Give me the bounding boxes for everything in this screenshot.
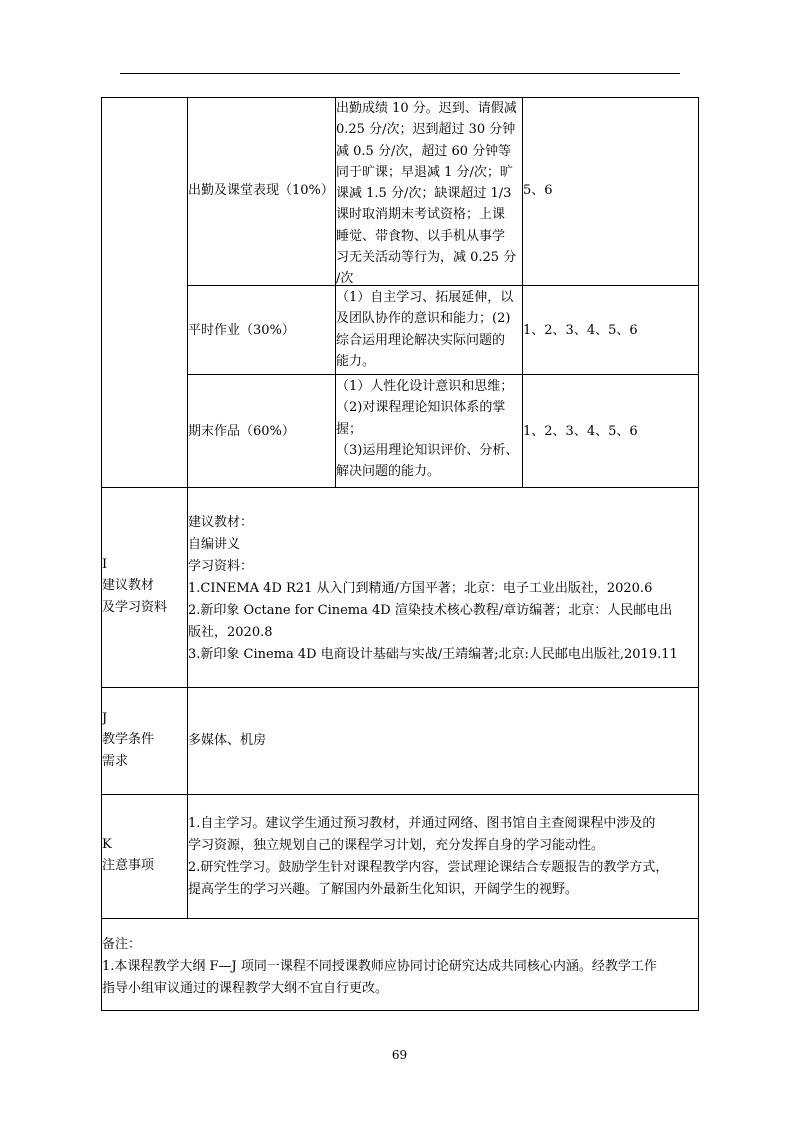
notes-content bbox=[188, 813, 668, 901]
criteria-line: 握； bbox=[336, 421, 363, 437]
section-label bbox=[102, 834, 154, 877]
section-title-line: 需求 bbox=[102, 753, 129, 769]
section-title-line: 建议教材 bbox=[102, 578, 155, 594]
criteria-line: 出勤成绩 10 分。迟到、请假减 bbox=[336, 101, 517, 116]
criteria-line: 减 0.5 分/次，超过 60 分钟等 bbox=[336, 143, 512, 159]
grid-line bbox=[187, 374, 699, 375]
criteria-line: 课时取消期末考试资格；上课 bbox=[336, 207, 506, 223]
grid-line bbox=[101, 794, 699, 795]
course-objectives: 5、6 bbox=[523, 183, 553, 198]
criteria-line: 解决问题的能力。 bbox=[336, 464, 441, 480]
header-rule bbox=[120, 73, 680, 74]
text-line: 提高学生的学习兴趣。了解国内外最新生化知识，开阔学生的视野。 bbox=[188, 882, 579, 897]
assessment-item: 平时作业（30%） bbox=[188, 323, 295, 338]
text-line: 1.本课程教学大纲 F—J 项同一课程不同授课教师应协同讨论研究达成共同核心内涵。经教学工作 bbox=[102, 959, 657, 974]
criteria-line: （1）人性化设计意识和思维； bbox=[336, 379, 514, 394]
section-label bbox=[102, 554, 167, 618]
remarks-title: 备注： bbox=[102, 937, 142, 952]
text-line: 建议教材： bbox=[188, 515, 254, 530]
section-label bbox=[102, 708, 154, 772]
grid-line bbox=[101, 687, 699, 688]
criteria-line: （1）自主学习、拓展延伸，以 bbox=[336, 290, 514, 305]
text-line: 2.新印象 Octane for Cinema 4D 渲染技术核心教程/章访编著；北京：人民邮电出 bbox=[188, 603, 673, 618]
assessment-criteria bbox=[336, 287, 513, 372]
text-line: 2.研究性学习。鼓励学生针对课程教学内容，尝试理论课结合专题报告的教学方式， bbox=[188, 860, 669, 875]
criteria-line: 睡觉、带食物、以手机从事学 bbox=[336, 228, 506, 244]
assessment-item: 出勤及课堂表现（10%） bbox=[188, 183, 334, 198]
text-line: 学习资料： bbox=[188, 559, 254, 574]
text-line: 1.CINEMA 4D R21 从入门到精通/方国平著；北京：电子工业出版社，2020.6 bbox=[188, 581, 653, 596]
text-line: 自编讲义 bbox=[188, 537, 241, 552]
section-title-line: 注意事项 bbox=[102, 858, 155, 874]
assessment-criteria bbox=[336, 98, 517, 290]
section-letter: J bbox=[102, 711, 108, 726]
section-letter: K bbox=[102, 837, 112, 852]
section-title-line: 教学条件 bbox=[102, 732, 155, 748]
criteria-line: 习无关活动等行为，减 0.25 分 bbox=[336, 250, 517, 266]
course-objectives: 1、2、3、4、5、6 bbox=[523, 323, 638, 338]
section-letter: I bbox=[102, 557, 108, 572]
text-line: 指导小组审议通过的课程教学大纲不宜自行更改。 bbox=[102, 981, 389, 996]
materials-content bbox=[188, 512, 678, 666]
assessment-item: 期末作品（60%） bbox=[188, 424, 295, 439]
criteria-line: 综合运用理论解决实际问题的 bbox=[336, 332, 506, 348]
section-title-line: 及学习资料 bbox=[102, 599, 168, 615]
course-objectives: 1、2、3、4、5、6 bbox=[523, 424, 638, 439]
criteria-line: （3)运用理论知识评价、分析、 bbox=[336, 442, 519, 458]
text-line: 1.自主学习。建议学生通过预习教材，并通过网络、图书馆自主查阅课程中涉及的 bbox=[188, 816, 656, 831]
page-number: 69 bbox=[391, 1048, 408, 1062]
criteria-line: 能力。 bbox=[336, 353, 376, 369]
criteria-line: 及团队协作的意识和能力；(2) bbox=[336, 311, 511, 327]
criteria-line: 同于旷课；早退减 1 分/次；旷 bbox=[336, 164, 513, 180]
conditions-content: 多媒体、机房 bbox=[188, 733, 267, 748]
text-line: 版社，2020.8 bbox=[188, 625, 273, 640]
criteria-line: （2)对课程理论知识体系的掌 bbox=[336, 400, 506, 416]
grid-line bbox=[101, 918, 699, 919]
remarks bbox=[102, 934, 657, 1000]
grid-line bbox=[101, 487, 699, 488]
criteria-line: /次 bbox=[336, 271, 354, 287]
text-line: 3.新印象 Cinema 4D 电商设计基础与实战/王靖编著;北京:人民邮电出版社,2019.11 bbox=[188, 647, 678, 662]
criteria-line: 课减 1.5 分/次；缺课超过 1/3 bbox=[336, 186, 512, 202]
criteria-line: 0.25 分/次；迟到超过 30 分钟 bbox=[336, 122, 516, 138]
assessment-criteria bbox=[336, 376, 518, 482]
text-line: 学习资源，独立规划自己的课程学习计划，充分发挥自身的学习能动性。 bbox=[188, 838, 605, 853]
